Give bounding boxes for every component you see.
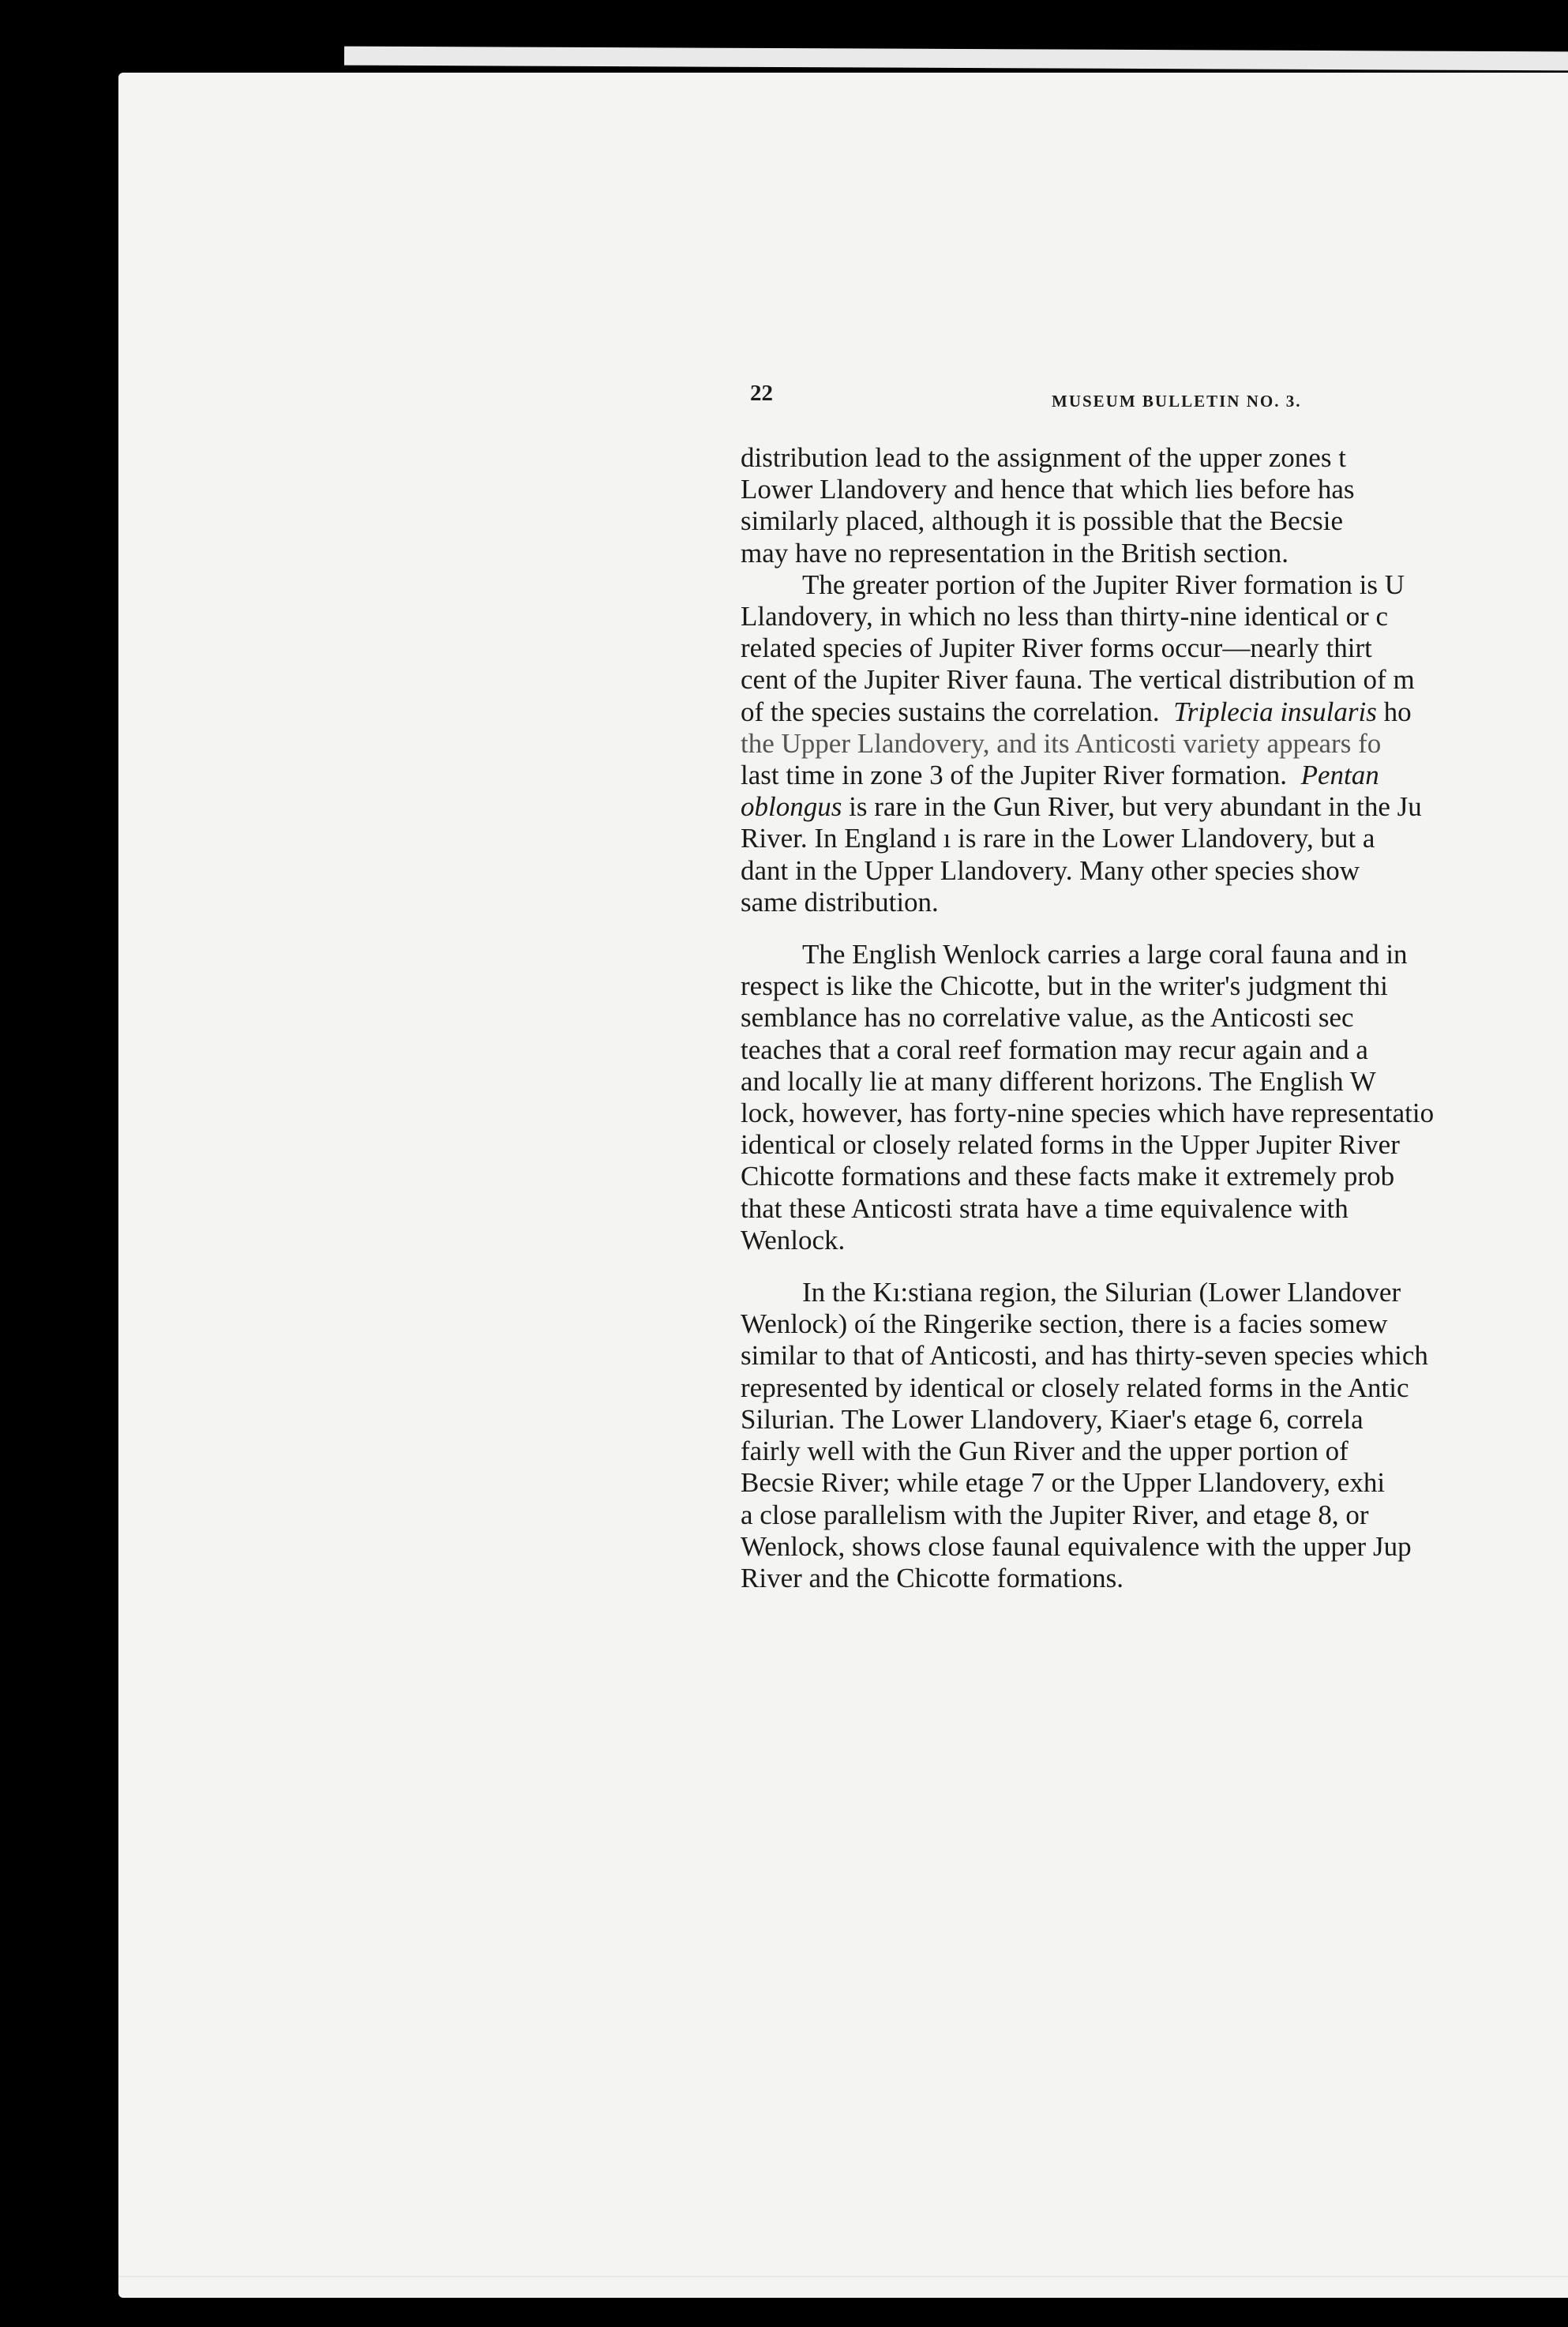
text-line: identical or closely related forms in the Upper Jupiter River <box>741 1129 1400 1161</box>
paragraph-2 <box>741 569 1568 918</box>
text-run: last time in zone 3 of the Jupiter River formation. <box>741 760 1288 791</box>
scan-streak <box>118 2276 1568 2277</box>
text-line: cent of the Jupiter River fauna. The vertical distribution of m <box>741 664 1415 696</box>
text-line-with-italic <box>741 696 1568 728</box>
text-line: the Upper Llandovery, and its Anticosti variety appears fo <box>741 727 1382 759</box>
text-line: that these Anticosti strata have a time equivalence with <box>741 1192 1349 1224</box>
text-line: lock, however, has forty-nine species which have representatio <box>741 1098 1435 1129</box>
text-line: The English Wenlock carries a large coral fauna and in <box>802 939 1408 970</box>
text-line: similarly placed, although it is possible that the Becsie <box>741 505 1344 537</box>
text-line: Lower Llandovery and hence that which lies before has <box>741 474 1355 505</box>
text-line: a close parallelism with the Jupiter River, and etage 8, or <box>741 1499 1369 1530</box>
page-header <box>750 381 1568 420</box>
text-line: Wenlock, shows close faunal equivalence with the upper Jup <box>741 1530 1412 1562</box>
page-top-edge <box>344 47 1568 71</box>
text-run: is rare in the Gun River, but very abundant in the Ju <box>849 791 1422 823</box>
text-line: may have no representation in the British section. <box>741 537 1289 569</box>
text-run: ho <box>1376 696 1412 727</box>
species-name-italic: Triplecia insularis <box>1173 696 1377 727</box>
text-line: Llandovery, in which no less than thirty-nine identical or c <box>741 601 1389 632</box>
text-line: Chicotte formations and these facts make it extremely prob <box>741 1161 1395 1192</box>
text-line: represented by identical or closely related forms in the Antic <box>741 1372 1409 1403</box>
text-line: dant in the Upper Llandovery. Many other species show <box>741 854 1360 886</box>
text-line: and locally lie at many different horizons. The English W <box>741 1065 1376 1097</box>
page-number: 22 <box>750 381 773 406</box>
text-line: Becsie River; while etage 7 or the Upper Llandovery, exhi <box>741 1467 1386 1499</box>
species-name-italic: oblongus <box>741 791 842 823</box>
running-head: MUSEUM BULLETIN NO. 3. <box>1052 392 1302 411</box>
text-line: same distribution. <box>741 886 939 918</box>
text-line: similar to that of Anticosti, and has thirty-seven species which <box>741 1340 1428 1372</box>
text-line: River and the Chicotte formations. <box>741 1562 1124 1593</box>
text-line: respect is like the Chicotte, but in the writer's judgment thi <box>741 970 1388 1002</box>
text-line: distribution lead to the assignment of the upper zones t <box>741 442 1346 473</box>
text-line: semblance has no correlative value, as the Anticosti sec <box>741 1002 1354 1034</box>
text-run: of the species sustains the correlation. <box>741 696 1160 727</box>
paragraph-1 <box>741 442 1568 569</box>
text-line: teaches that a coral reef formation may recur again and a <box>741 1034 1368 1065</box>
text-line: The greater portion of the Jupiter River formation is U <box>802 569 1405 600</box>
text-line: related species of Jupiter River forms occur—nearly thirt <box>741 632 1372 664</box>
paragraph-3 <box>741 939 1568 1256</box>
text-line: fairly well with the Gun River and the upper portion of <box>741 1436 1349 1467</box>
paragraph-4 <box>741 1277 1568 1594</box>
text-line: In the Kı:stiana region, the Silurian (Lower Llandover <box>802 1277 1401 1308</box>
text-line-with-italic <box>741 791 1568 823</box>
text-line-with-italic <box>741 760 1568 791</box>
text-line: Wenlock) oí the Ringerike section, there is a facies somew <box>741 1308 1388 1340</box>
species-name-italic: Pentan <box>1300 760 1379 791</box>
body-text <box>741 442 1568 1594</box>
text-line: Silurian. The Lower Llandovery, Kiaer's etage 6, correla <box>741 1403 1364 1435</box>
text-line: Wenlock. <box>741 1224 846 1255</box>
text-line: River. In England ı is rare in the Lower Llandovery, but a <box>741 823 1375 854</box>
